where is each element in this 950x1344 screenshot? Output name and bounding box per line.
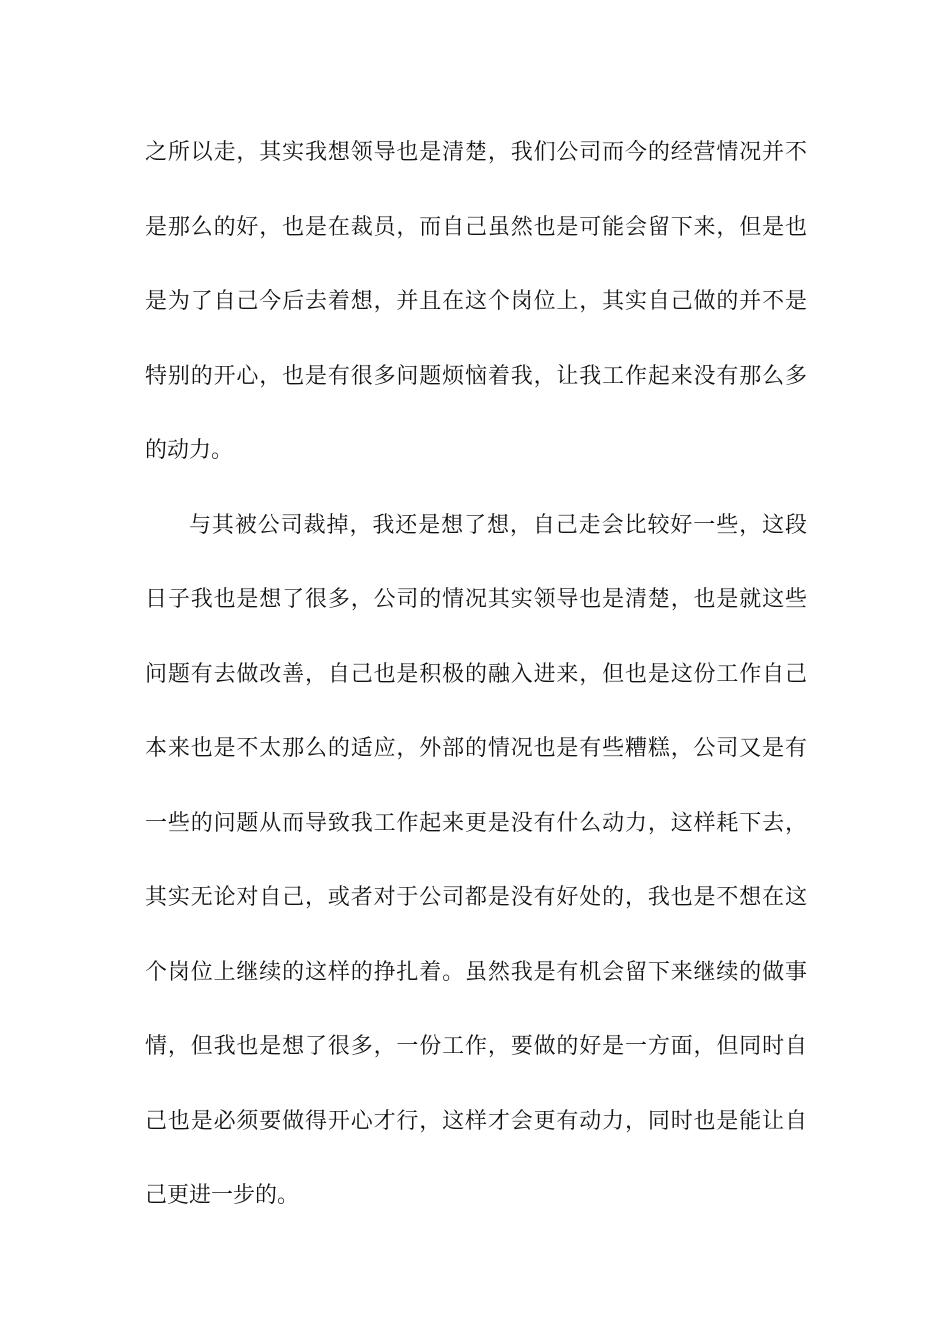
- text-line: 之所以走，其实我想领导也是清楚，我们公司而今的经营情况并不: [145, 140, 807, 165]
- text-line: 一些的问题从而导致我工作起来更是没有什么动力，这样耗下去，: [145, 810, 807, 836]
- text-line: 特别的开心，也是有很多问题烦恼着我，让我工作起来没有那么多: [145, 363, 807, 389]
- text-line: 本来也是不太那么的适应，外部的情况也是有些糟糕，公司又是有: [145, 736, 807, 761]
- body-text: [145, 129, 807, 1247]
- text-line: 个岗位上继续的这样的挣扎着。虽然我是有机会留下来继续的做事: [145, 959, 807, 985]
- text-line: 与其被公司裁掉，我还是想了想，自己走会比较好一些，这段: [189, 512, 807, 538]
- text-line: 的动力。: [145, 438, 234, 463]
- text-line: 己也是必须要做得开心才行，这样才会更有动力，同时也是能让自: [145, 1108, 807, 1134]
- text-line: 是为了自己今后去着想，并且在这个岗位上，其实自己做的并不是: [145, 289, 807, 314]
- text-line: 己更进一步的。: [145, 1183, 300, 1208]
- text-line: 日子我也是想了很多，公司的情况其实领导也是清楚，也是就这些: [145, 587, 807, 612]
- text-line: 问题有去做改善，自己也是积极的融入进来，但也是这份工作自己: [145, 661, 807, 687]
- text-line: 情，但我也是想了很多，一份工作，要做的好是一方面，但同时自: [145, 1034, 807, 1059]
- text-line: 是那么的好，也是在裁员，而自己虽然也是可能会留下来，但是也: [145, 214, 807, 240]
- text-line: 其实无论对自己，或者对于公司都是没有好处的，我也是不想在这: [145, 885, 807, 910]
